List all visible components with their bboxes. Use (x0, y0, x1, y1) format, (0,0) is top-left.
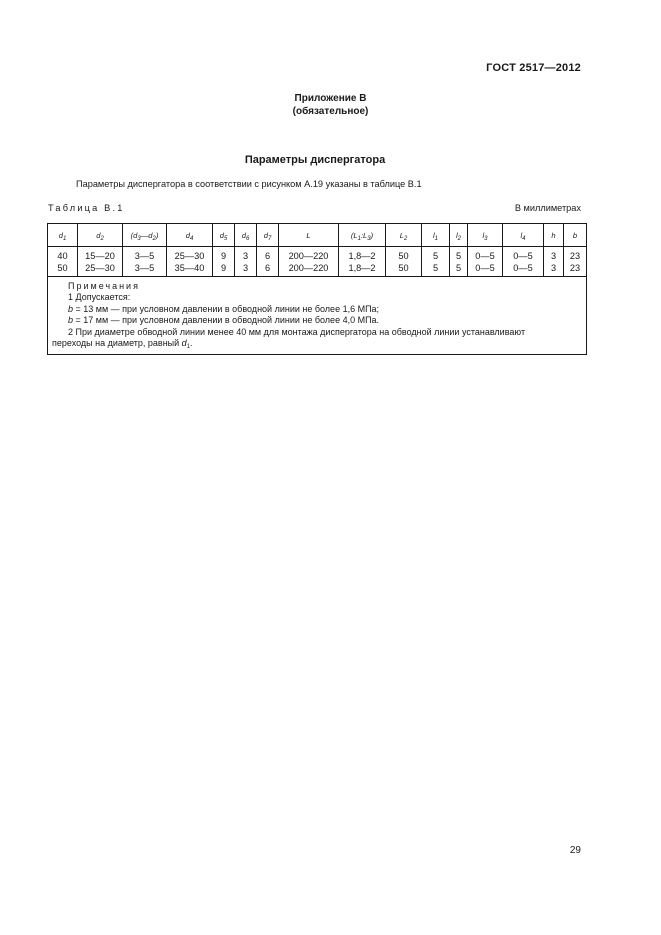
cell-value: 6 (264, 251, 271, 261)
cell-value: 25—30 (174, 251, 205, 261)
column-header: $(d_3—d_2)$ (123, 224, 167, 247)
note-2: 2 При диаметре обводной линии менее 40 мм для монтажа диспергатора на обводной линии устанавливают (68, 326, 526, 337)
column-header: $l_3$ (468, 224, 503, 247)
cell-value: 23 (569, 262, 581, 273)
table-cell (167, 247, 213, 277)
cell-value: 5 (455, 251, 462, 261)
column-header: $d_7$ (257, 224, 279, 247)
cell-value: 1,8—2 (348, 251, 376, 261)
intro-paragraph: Параметры диспергатора в соответствии с рисунком А.19 указаны в таблице В.1 (76, 179, 422, 189)
cell-value: 3—5 (134, 251, 155, 261)
cell-value: 25—30 (85, 262, 115, 273)
column-header: $l_4$ (503, 224, 544, 247)
note-1: 1 Допускается: (68, 292, 131, 303)
table-cell (48, 247, 78, 277)
table-cell (422, 247, 450, 277)
column-header: b (564, 224, 587, 247)
cell-value: 9 (220, 262, 227, 273)
table-cell (544, 247, 564, 277)
column-header: $d_2$ (78, 224, 123, 247)
cell-value: 3 (550, 262, 557, 273)
table-cell (257, 247, 279, 277)
cell-value: 6 (264, 262, 271, 273)
table-cell (450, 247, 468, 277)
cell-value: 15—20 (85, 251, 115, 261)
column-header: $(L_1:L_3)$ (339, 224, 386, 247)
page-number: 29 (569, 845, 581, 856)
table-cell (78, 247, 123, 277)
table-header-row (48, 224, 587, 247)
column-header: $d_1$ (48, 224, 78, 247)
column-header: L (279, 224, 339, 247)
cell-value: 3 (550, 251, 557, 261)
column-header: $d_6$ (235, 224, 257, 247)
note-2-continuation: переходы на диаметр, равный $d_1$. (52, 338, 193, 351)
cell-value: 5 (455, 262, 462, 273)
cell-value: 0—5 (513, 251, 533, 261)
appendix-subtitle: (обязательное) (292, 106, 369, 117)
table-cell (468, 247, 503, 277)
cell-value: 3 (242, 251, 249, 261)
cell-value: 35—40 (174, 262, 205, 273)
cell-value: 50 (398, 251, 409, 261)
cell-value: 9 (220, 251, 227, 261)
column-header: h (544, 224, 564, 247)
column-header: $l_1$ (422, 224, 450, 247)
section-title: Параметры диспергатора (244, 154, 386, 166)
column-header: $l_2$ (450, 224, 468, 247)
table-cell (213, 247, 235, 277)
cell-value: 5 (432, 262, 439, 273)
cell-value: 0—5 (475, 262, 495, 273)
cell-value: 200—220 (288, 262, 329, 273)
cell-value: 3 (242, 262, 249, 273)
cell-value: 3—5 (134, 262, 155, 273)
table-cell (386, 247, 422, 277)
cell-value: 50 (398, 262, 409, 273)
table-cell (564, 247, 587, 277)
cell-value: 40 (57, 251, 68, 261)
standard-number: ГОСТ 2517—2012 (486, 62, 581, 74)
notes-title: Примечания (68, 281, 140, 291)
cell-value: 23 (569, 251, 581, 261)
table-cell (339, 247, 386, 277)
appendix-title: Приложение В (294, 93, 367, 104)
cell-value: 50 (57, 262, 68, 273)
table-cell (503, 247, 544, 277)
cell-value: 0—5 (475, 251, 495, 261)
table-data-row (48, 247, 587, 277)
note-1b: b = 17 мм — при условном давлении в обводной линии не более 4,0 МПа. (68, 315, 380, 326)
table-cell (123, 247, 167, 277)
column-header: $d_4$ (167, 224, 213, 247)
parameters-table (47, 223, 587, 355)
column-header: $d_5$ (213, 224, 235, 247)
note-1a: b = 13 мм — при условном давлении в обводной линии не более 1,6 МПа; (68, 303, 380, 314)
table-unit: В миллиметрах (514, 203, 581, 213)
cell-value: 0—5 (513, 262, 533, 273)
table-label: Таблица В.1 (48, 203, 125, 213)
cell-value: 5 (432, 251, 439, 261)
table-notes (48, 277, 587, 355)
cell-value: 1,8—2 (348, 262, 376, 273)
table-cell (235, 247, 257, 277)
column-header: $L_2$ (386, 224, 422, 247)
table-cell (279, 247, 339, 277)
cell-value: 200—220 (288, 251, 329, 261)
